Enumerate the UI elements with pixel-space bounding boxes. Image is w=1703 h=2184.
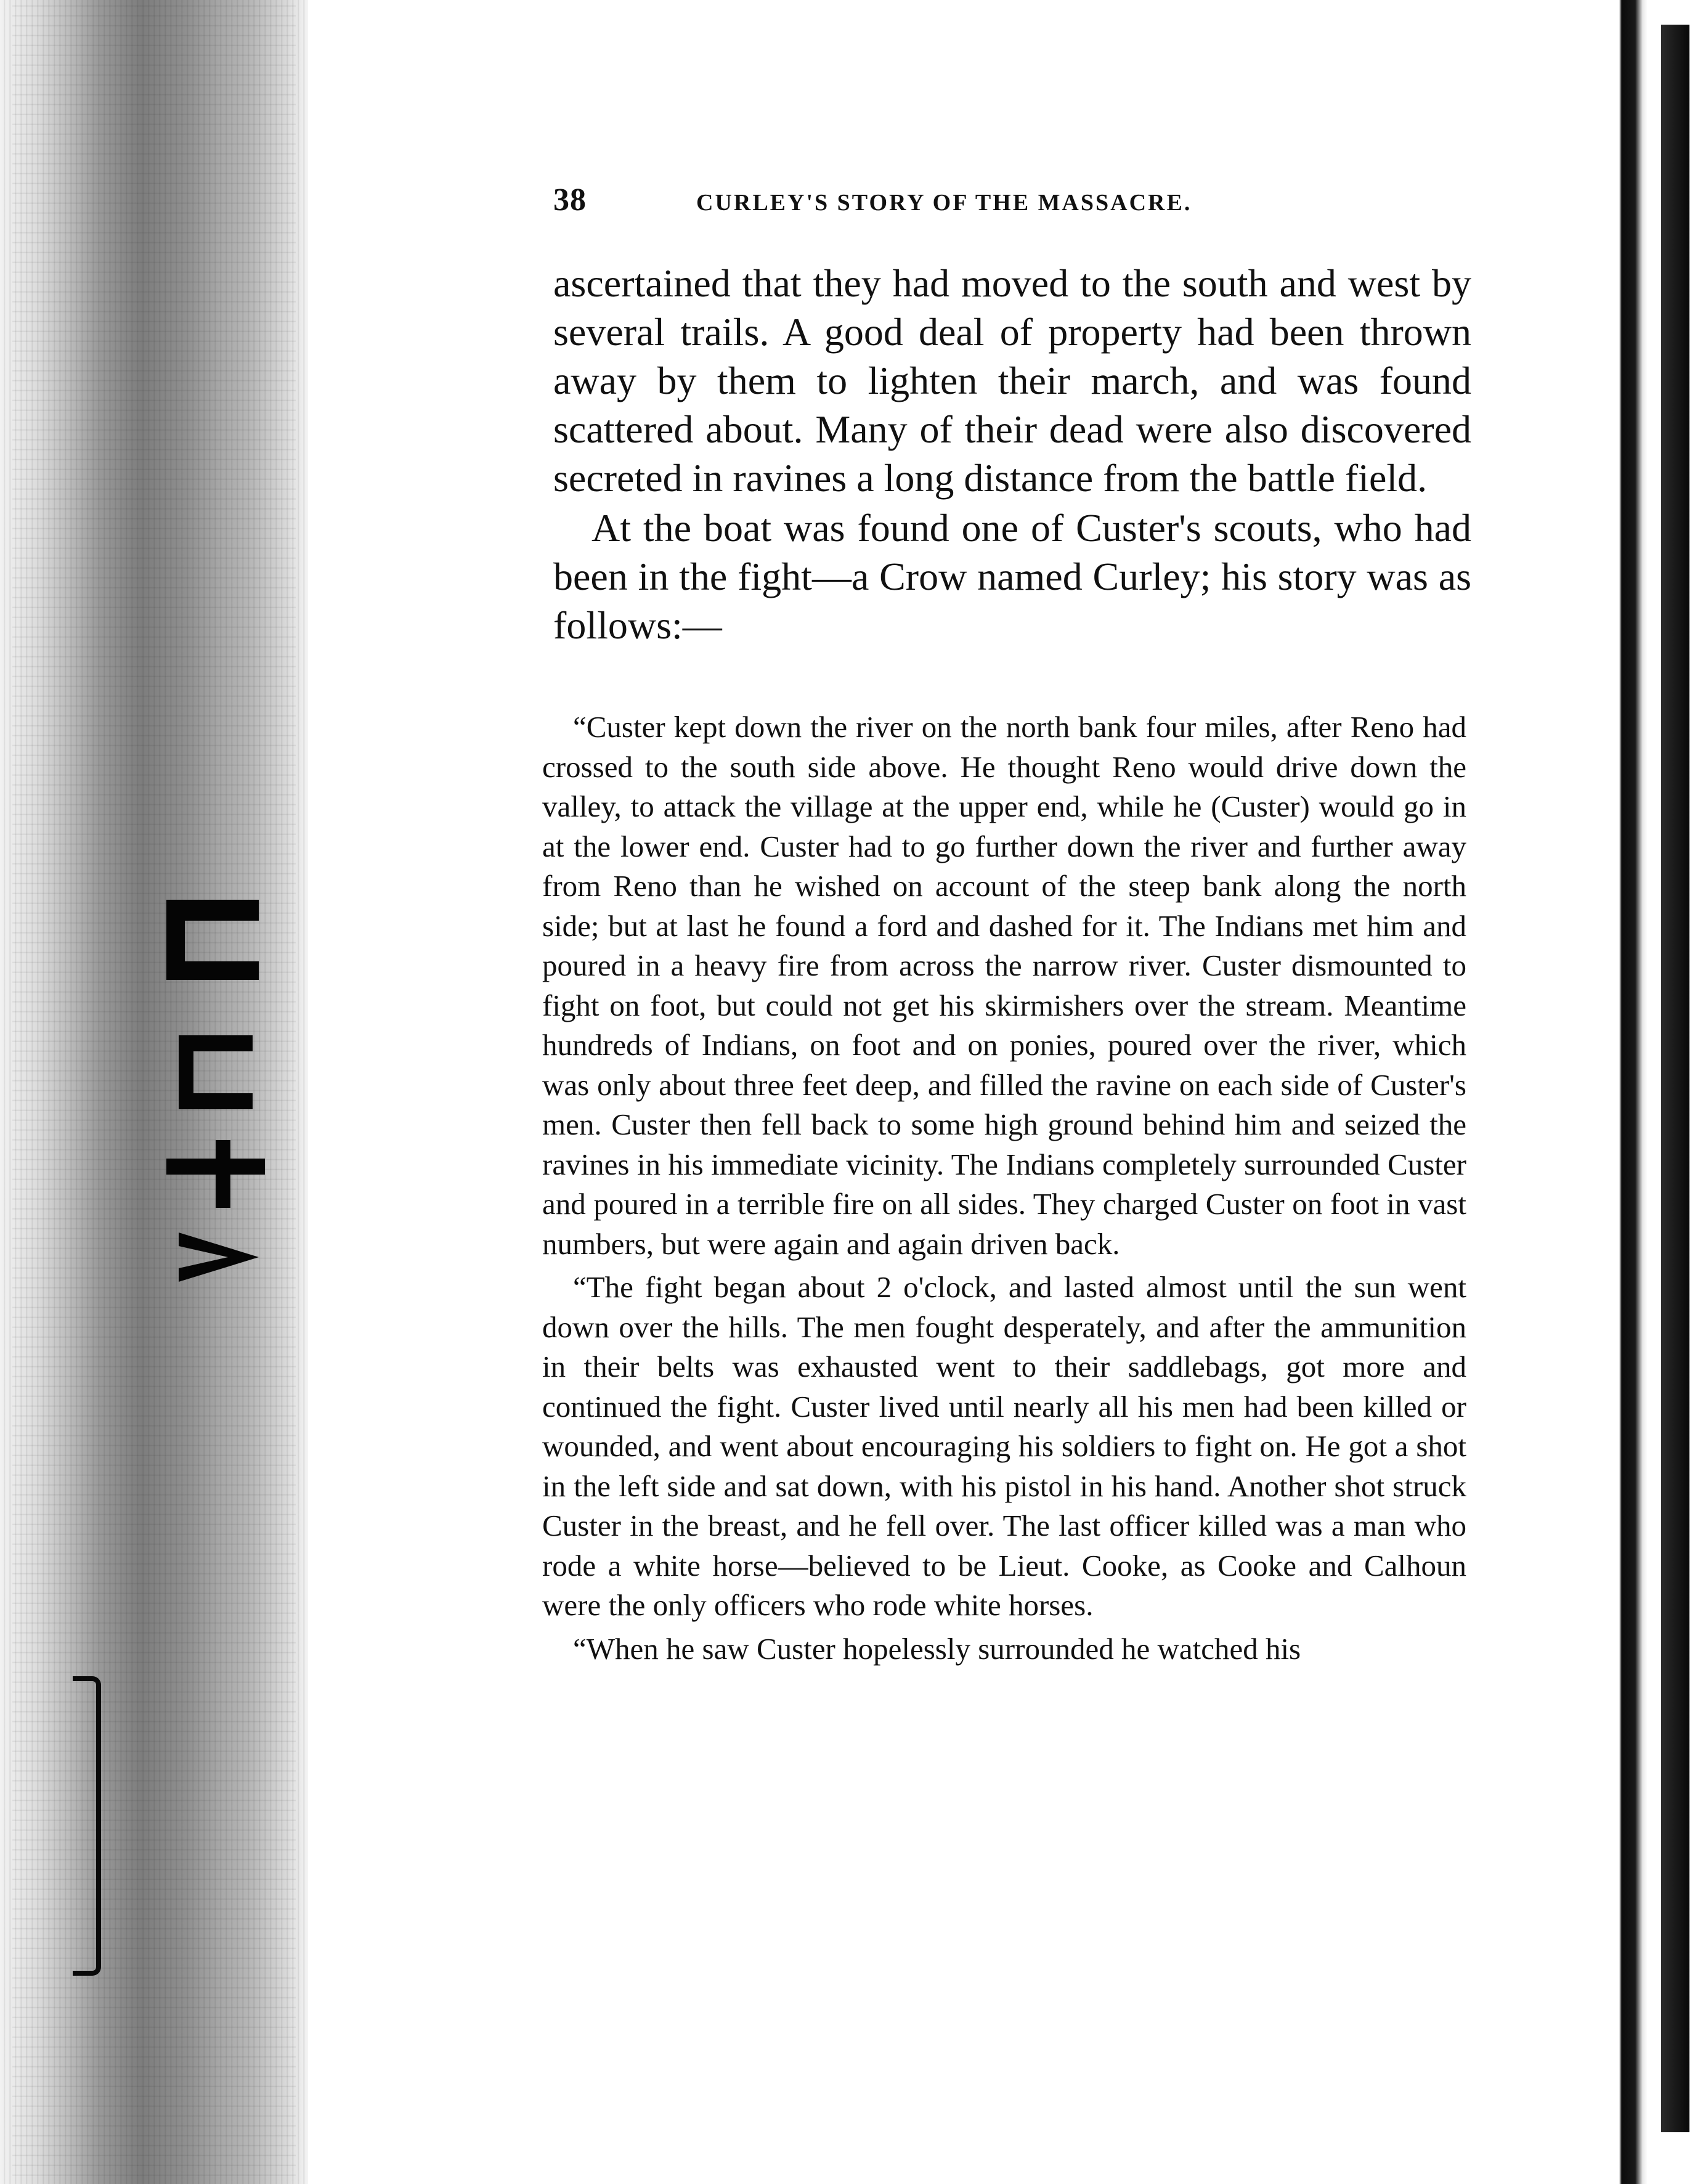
library-stamp [142,881,277,1325]
spine-bracket-mark [73,1676,101,1976]
next-page-shadow [1661,25,1689,2132]
extract-paragraph: “Custer kept down the river on the north bank four miles, after Reno had crossed to the south side above. He thought Reno would drive down the valley, to attack the village at the upper end, while he (Custer) would go in at the lower end. Custer had to go further down the river and further away from Reno than he wished on account of the steep bank along the north side; but at last he found a ford and dashed for it. The Indians met him and poured in a heavy fire from across the narrow river. Custer dismounted to fight on foot, but could not get his skirmishers over the stream. Meantime hundreds of Indians, on foot and on ponies, poured over the river, which was only about three feet deep, and filled the ravine on each side of Custer's men. Custer then fell back to some high ground behind him and seized the ravines in his immediate vicinity. The Indians completely surrounded Custer and poured in a terrible fire on all sides. They charged Custer on foot in vast numbers, but were again and again driven back. [542,710,1466,1261]
page-number: 38 [553,182,587,218]
paragraph: ascertained that they had moved to the south and west by several trails. A good deal of property had been thrown away by them to lighten their march, and was found scattered about. Many of their dead were also discovered secreted in ravines a long distance from the battle field. [553,261,1471,500]
main-text [553,259,1471,650]
extract-paragraph: “When he saw Custer hopelessly surrounded he watched his [573,1631,1301,1666]
running-header [553,182,1317,231]
quoted-extract [542,707,1466,1669]
extract-paragraph: “The fight began about 2 o'clock, and lasted almost until the sun went down over the hills. The men fought desperately, and after the ammunition in their belts was exhausted went to their saddlebags, got more and continued the fight. Custer lived until nearly all his men had been killed or wounded, and went about encouraging his soldiers to fight on. He got a shot in the left side and sat down, with his pistol in his hand. Another shot struck Custer in the breast, and he fell over. The last officer killed was a man who rode a white horse—believed to be Lieut. Cooke, as Cooke and Calhoun were the only officers who rode white horses. [542,1270,1466,1622]
paragraph: At the boat was found one of Custer's scouts, who had been in the fight—a Crow named Curley; his story was as follows:— [553,506,1471,647]
chapter-title: CURLEY'S STORY OF THE MASSACRE. [696,190,1192,216]
